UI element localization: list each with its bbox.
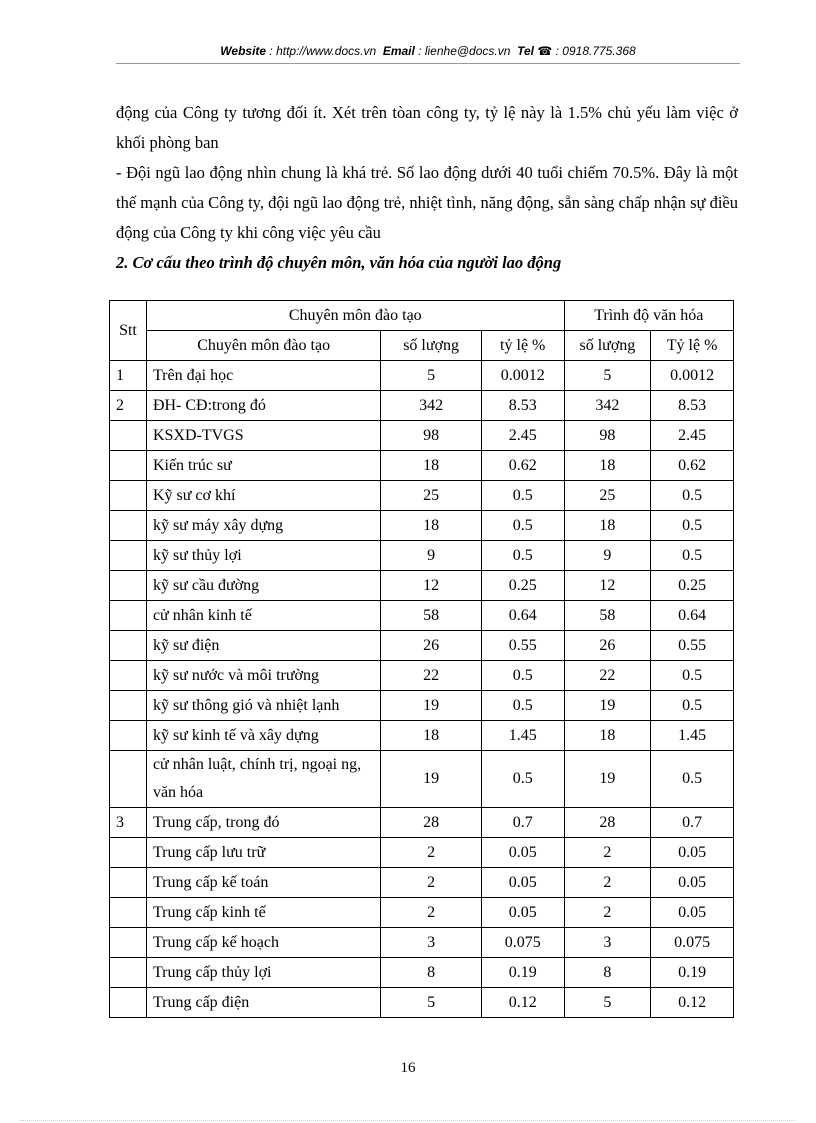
header-count: số lượng xyxy=(381,331,482,361)
header-group-training: Chuyên môn đào tạo xyxy=(146,301,564,331)
row-specialty: kỹ sư máy xây dựng xyxy=(146,511,380,541)
row-specialty: Trung cấp thủy lợi xyxy=(146,958,380,988)
header-specialty: Chuyên môn đào tạo xyxy=(146,331,380,361)
row-stt xyxy=(110,721,147,751)
header-rate: tỷ lệ % xyxy=(481,331,564,361)
row-rate: 0.64 xyxy=(481,601,564,631)
header-rate: Tỷ lệ % xyxy=(651,331,734,361)
row-specialty: KSXD-TVGS xyxy=(146,421,380,451)
table-row xyxy=(110,631,734,661)
row-stt xyxy=(110,988,147,1018)
row-rate: 1.45 xyxy=(481,721,564,751)
row-stt xyxy=(110,571,147,601)
row-count: 26 xyxy=(564,631,651,661)
row-rate: 0.05 xyxy=(481,868,564,898)
row-count: 18 xyxy=(564,451,651,481)
table-row xyxy=(110,661,734,691)
row-stt xyxy=(110,958,147,988)
website-label: Website xyxy=(220,44,267,58)
row-count: 2 xyxy=(564,868,651,898)
row-rate: 0.62 xyxy=(481,451,564,481)
row-count: 18 xyxy=(381,721,482,751)
row-rate: 0.5 xyxy=(651,541,734,571)
tel-value: : 0918.775.368 xyxy=(555,44,636,58)
table-row xyxy=(110,958,734,988)
row-stt xyxy=(110,451,147,481)
section-heading: 2. Cơ cấu theo trình độ chuyên môn, văn hóa của người lao động xyxy=(116,253,562,272)
table-subheader-row xyxy=(110,331,734,361)
row-count: 19 xyxy=(381,751,482,808)
row-rate: 0.5 xyxy=(481,751,564,808)
row-count: 98 xyxy=(381,421,482,451)
row-count: 19 xyxy=(564,751,651,808)
header-divider xyxy=(116,63,740,64)
email-link[interactable]: : lienhe@docs.vn xyxy=(418,44,511,58)
qualification-table xyxy=(109,300,734,1018)
table-row xyxy=(110,721,734,751)
row-specialty: kỹ sư nước và môi trường xyxy=(146,661,380,691)
row-specialty: Trung cấp lưu trữ xyxy=(146,838,380,868)
table-row xyxy=(110,691,734,721)
row-rate: 0.25 xyxy=(481,571,564,601)
row-specialty: kỹ sư cầu đường xyxy=(146,571,380,601)
phone-icon: ☎ xyxy=(537,44,553,58)
row-rate: 0.075 xyxy=(481,928,564,958)
table-row xyxy=(110,928,734,958)
table-row xyxy=(110,451,734,481)
row-rate: 0.5 xyxy=(651,661,734,691)
table-row xyxy=(110,361,734,391)
row-specialty: cử nhân luật, chính trị, ngoại ng, văn hóa xyxy=(146,751,380,808)
table-row xyxy=(110,421,734,451)
row-stt: 3 xyxy=(110,808,147,838)
row-rate: 0.05 xyxy=(651,868,734,898)
row-rate: 0.5 xyxy=(481,481,564,511)
row-count: 18 xyxy=(381,511,482,541)
email-label: Email xyxy=(382,44,415,58)
page-header xyxy=(116,44,740,58)
row-rate: 0.5 xyxy=(651,511,734,541)
table-row xyxy=(110,391,734,421)
table-header-row xyxy=(110,301,734,331)
row-rate: 0.19 xyxy=(651,958,734,988)
row-rate: 0.25 xyxy=(651,571,734,601)
website-link[interactable]: : http://www.docs.vn xyxy=(269,44,377,58)
row-rate: 0.5 xyxy=(651,691,734,721)
row-stt xyxy=(110,481,147,511)
row-count: 12 xyxy=(564,571,651,601)
row-stt xyxy=(110,928,147,958)
row-count: 18 xyxy=(564,721,651,751)
row-stt xyxy=(110,691,147,721)
row-count: 5 xyxy=(381,361,482,391)
table-row xyxy=(110,838,734,868)
row-rate: 0.0012 xyxy=(651,361,734,391)
table-row xyxy=(110,751,734,808)
row-rate: 2.45 xyxy=(481,421,564,451)
row-stt xyxy=(110,838,147,868)
row-rate: 0.7 xyxy=(651,808,734,838)
row-rate: 0.5 xyxy=(651,751,734,808)
row-count: 12 xyxy=(381,571,482,601)
row-rate: 0.64 xyxy=(651,601,734,631)
row-specialty: Trên đại học xyxy=(146,361,380,391)
row-rate: 0.05 xyxy=(481,838,564,868)
table-row xyxy=(110,571,734,601)
row-count: 3 xyxy=(564,928,651,958)
row-rate: 0.5 xyxy=(481,691,564,721)
row-count: 19 xyxy=(381,691,482,721)
row-stt xyxy=(110,661,147,691)
row-count: 28 xyxy=(564,808,651,838)
row-count: 28 xyxy=(381,808,482,838)
row-rate: 0.05 xyxy=(651,898,734,928)
row-rate: 0.5 xyxy=(651,481,734,511)
row-count: 98 xyxy=(564,421,651,451)
row-count: 25 xyxy=(564,481,651,511)
row-specialty: cử nhân kinh tế xyxy=(146,601,380,631)
row-stt xyxy=(110,868,147,898)
row-rate: 0.5 xyxy=(481,661,564,691)
row-count: 2 xyxy=(381,838,482,868)
row-rate: 0.12 xyxy=(651,988,734,1018)
row-count: 8 xyxy=(381,958,482,988)
row-count: 3 xyxy=(381,928,482,958)
row-rate: 0.19 xyxy=(481,958,564,988)
row-count: 2 xyxy=(564,838,651,868)
table-row xyxy=(110,511,734,541)
row-rate: 2.45 xyxy=(651,421,734,451)
row-specialty: Trung cấp, trong đó xyxy=(146,808,380,838)
row-count: 2 xyxy=(564,898,651,928)
row-rate: 8.53 xyxy=(481,391,564,421)
table-row xyxy=(110,481,734,511)
header-stt: Stt xyxy=(110,301,147,361)
row-specialty: kỹ sư thông gió và nhiệt lạnh xyxy=(146,691,380,721)
row-specialty: Trung cấp kế toán xyxy=(146,868,380,898)
row-count: 19 xyxy=(564,691,651,721)
row-count: 26 xyxy=(381,631,482,661)
row-stt xyxy=(110,541,147,571)
row-rate: 0.55 xyxy=(481,631,564,661)
table-row xyxy=(110,541,734,571)
row-stt xyxy=(110,631,147,661)
row-count: 5 xyxy=(564,988,651,1018)
row-rate: 1.45 xyxy=(651,721,734,751)
table-row xyxy=(110,988,734,1018)
row-count: 8 xyxy=(564,958,651,988)
row-count: 342 xyxy=(564,391,651,421)
row-specialty: Kiến trúc sư xyxy=(146,451,380,481)
row-rate: 0.0012 xyxy=(481,361,564,391)
row-specialty: Trung cấp kế hoạch xyxy=(146,928,380,958)
row-specialty: kỹ sư thủy lợi xyxy=(146,541,380,571)
row-rate: 0.5 xyxy=(481,541,564,571)
table-row xyxy=(110,601,734,631)
row-rate: 8.53 xyxy=(651,391,734,421)
row-stt xyxy=(110,601,147,631)
row-rate: 0.05 xyxy=(651,838,734,868)
row-count: 18 xyxy=(564,511,651,541)
row-specialty: kỹ sư điện xyxy=(146,631,380,661)
document-body xyxy=(116,98,738,278)
row-specialty: Trung cấp kinh tế xyxy=(146,898,380,928)
header-count: số lượng xyxy=(564,331,651,361)
row-specialty: Trung cấp điện xyxy=(146,988,380,1018)
row-count: 2 xyxy=(381,898,482,928)
paragraph: - Đội ngũ lao động nhìn chung là khá trẻ. Số lao động dưới 40 tuổi chiếm 70.5%. Đây là một thế mạnh của Công ty, đội ngũ lao động trẻ, nhiệt tình, năng động, sẵn sàng chấp nhận sự điều động của Công ty khi công việc yêu cầu xyxy=(116,163,738,242)
row-count: 58 xyxy=(564,601,651,631)
row-count: 342 xyxy=(381,391,482,421)
tel-label: Tel xyxy=(517,44,534,58)
row-count: 25 xyxy=(381,481,482,511)
row-rate: 0.05 xyxy=(481,898,564,928)
row-stt xyxy=(110,421,147,451)
row-stt xyxy=(110,898,147,928)
row-rate: 0.55 xyxy=(651,631,734,661)
row-count: 9 xyxy=(564,541,651,571)
row-rate: 0.075 xyxy=(651,928,734,958)
row-count: 9 xyxy=(381,541,482,571)
table-row xyxy=(110,898,734,928)
footer-divider xyxy=(20,1120,796,1121)
table-row xyxy=(110,808,734,838)
row-specialty: ĐH- CĐ:trong đó xyxy=(146,391,380,421)
row-count: 5 xyxy=(564,361,651,391)
row-count: 18 xyxy=(381,451,482,481)
row-rate: 0.5 xyxy=(481,511,564,541)
row-count: 2 xyxy=(381,868,482,898)
row-count: 22 xyxy=(564,661,651,691)
row-count: 22 xyxy=(381,661,482,691)
page-number: 16 xyxy=(400,1060,416,1076)
row-specialty: Kỹ sư cơ khí xyxy=(146,481,380,511)
row-specialty: kỹ sư kinh tế và xây dựng xyxy=(146,721,380,751)
row-stt: 1 xyxy=(110,361,147,391)
row-stt xyxy=(110,751,147,808)
header-group-education: Trình độ văn hóa xyxy=(564,301,733,331)
table-row xyxy=(110,868,734,898)
paragraph: động của Công ty tương đối ít. Xét trên tòan công ty, tỷ lệ này là 1.5% chủ yếu làm việc ở khối phòng ban xyxy=(116,103,738,152)
row-rate: 0.7 xyxy=(481,808,564,838)
row-stt: 2 xyxy=(110,391,147,421)
row-stt xyxy=(110,511,147,541)
row-rate: 0.12 xyxy=(481,988,564,1018)
row-rate: 0.62 xyxy=(651,451,734,481)
row-count: 5 xyxy=(381,988,482,1018)
row-count: 58 xyxy=(381,601,482,631)
